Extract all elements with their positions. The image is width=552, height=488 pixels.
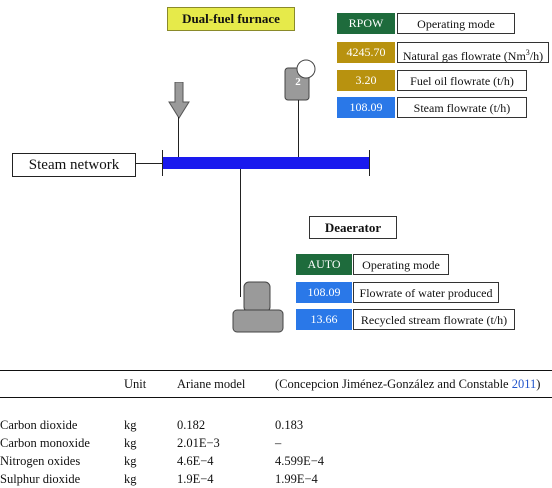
deaerator-mode-label: Operating mode: [353, 254, 449, 275]
header-name: [0, 371, 124, 398]
deaerator-vessel-icon[interactable]: [230, 280, 286, 336]
row-model: 4.6E−4: [177, 453, 214, 468]
header-end-right: [369, 150, 370, 176]
row-name: Carbon monoxide: [0, 435, 90, 450]
burner-number: 2: [295, 76, 301, 88]
steam-flowrate-label: Steam flowrate (t/h): [397, 97, 527, 118]
furnace-mode-label: Operating mode: [397, 13, 515, 34]
row-unit: kg: [124, 435, 137, 450]
steam-flowrate-value[interactable]: 108.09: [337, 97, 395, 118]
deaerator-mode-value[interactable]: AUTO: [296, 254, 352, 275]
natural-gas-label-end: /h): [529, 49, 544, 63]
row-model: 2.01E−3: [177, 435, 220, 450]
row-ref: 4.599E−4: [275, 453, 325, 468]
header-unit: Unit: [124, 376, 147, 391]
feed-arrow-icon: [168, 82, 190, 120]
reference-text: (Concepcion Jiménez-González and Constable: [275, 376, 512, 391]
natural-gas-flowrate-value[interactable]: 4245.70: [337, 42, 395, 63]
furnace-mode-value[interactable]: RPOW: [337, 13, 395, 34]
furnace-title: Dual-fuel furnace: [167, 7, 295, 31]
table-header-row: [0, 371, 552, 398]
feed-line: [178, 117, 179, 157]
header-reference: [275, 371, 552, 398]
row-name: Sulphur dioxide: [0, 471, 81, 486]
natural-gas-label-main: Natural gas flowrate (Nm: [402, 49, 526, 63]
recycled-stream-label: Recycled stream flowrate (t/h): [353, 309, 515, 330]
water-produced-value[interactable]: 108.09: [296, 282, 352, 303]
table-row: [0, 470, 552, 488]
emissions-table: [0, 370, 552, 488]
row-unit: kg: [124, 417, 137, 432]
row-name: Carbon dioxide: [0, 417, 78, 432]
burner-line: [298, 100, 299, 157]
table-row: [0, 452, 552, 470]
water-produced-label: Flowrate of water produced: [353, 282, 499, 303]
table-row: [0, 434, 552, 452]
row-model: 0.182: [177, 417, 206, 432]
row-ref: 1.99E−4: [275, 471, 318, 486]
fuel-oil-flowrate-value[interactable]: 3.20: [337, 70, 395, 91]
row-unit: kg: [124, 471, 137, 486]
fuel-oil-flowrate-label: Fuel oil flowrate (t/h): [397, 70, 527, 91]
row-unit: kg: [124, 453, 137, 468]
steam-network-connector: [136, 163, 163, 164]
header-model: Ariane model: [177, 376, 246, 391]
recycled-stream-value[interactable]: 13.66: [296, 309, 352, 330]
deaerator-feed-line: [240, 169, 241, 297]
reference-year-link[interactable]: 2011: [511, 376, 537, 391]
steam-network-label: Steam network: [12, 153, 136, 177]
reference-close: ): [536, 376, 541, 391]
natural-gas-label-sup: 3: [525, 48, 530, 57]
natural-gas-flowrate-label: [397, 42, 549, 63]
row-ref: 0.183: [275, 417, 304, 432]
table-row: [0, 416, 552, 434]
row-model: 1.9E−4: [177, 471, 214, 486]
row-ref: –: [275, 435, 282, 450]
steam-header-pipe: [163, 157, 369, 169]
deaerator-title: Deaerator: [309, 216, 397, 239]
row-name: Nitrogen oxides: [0, 453, 81, 468]
